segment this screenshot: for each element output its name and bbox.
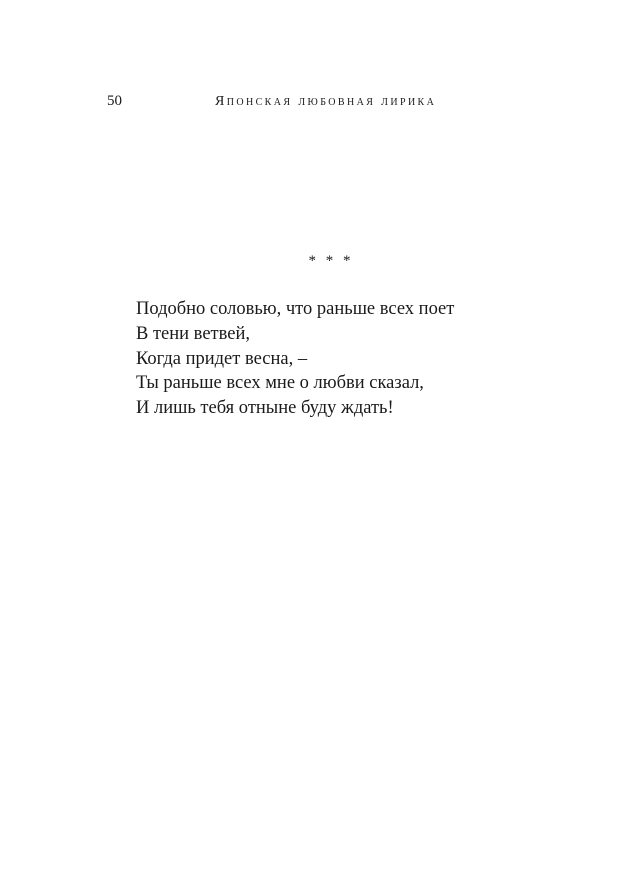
poem-line: И лишь тебя отныне буду ждать!: [136, 398, 394, 419]
section-separator: * * *: [308, 253, 354, 269]
poem-line: Когда придет весна, –: [136, 348, 308, 369]
poem: [136, 297, 454, 421]
poem-line: Подобно соловью, что раньше всех поет: [136, 299, 455, 319]
poem-line: В тени ветвей,: [136, 323, 250, 344]
poem-line: Ты раньше всех мне о любви сказал,: [136, 373, 424, 394]
page-number: 50: [107, 93, 122, 109]
running-head: Японская любовная лирика: [215, 94, 437, 109]
